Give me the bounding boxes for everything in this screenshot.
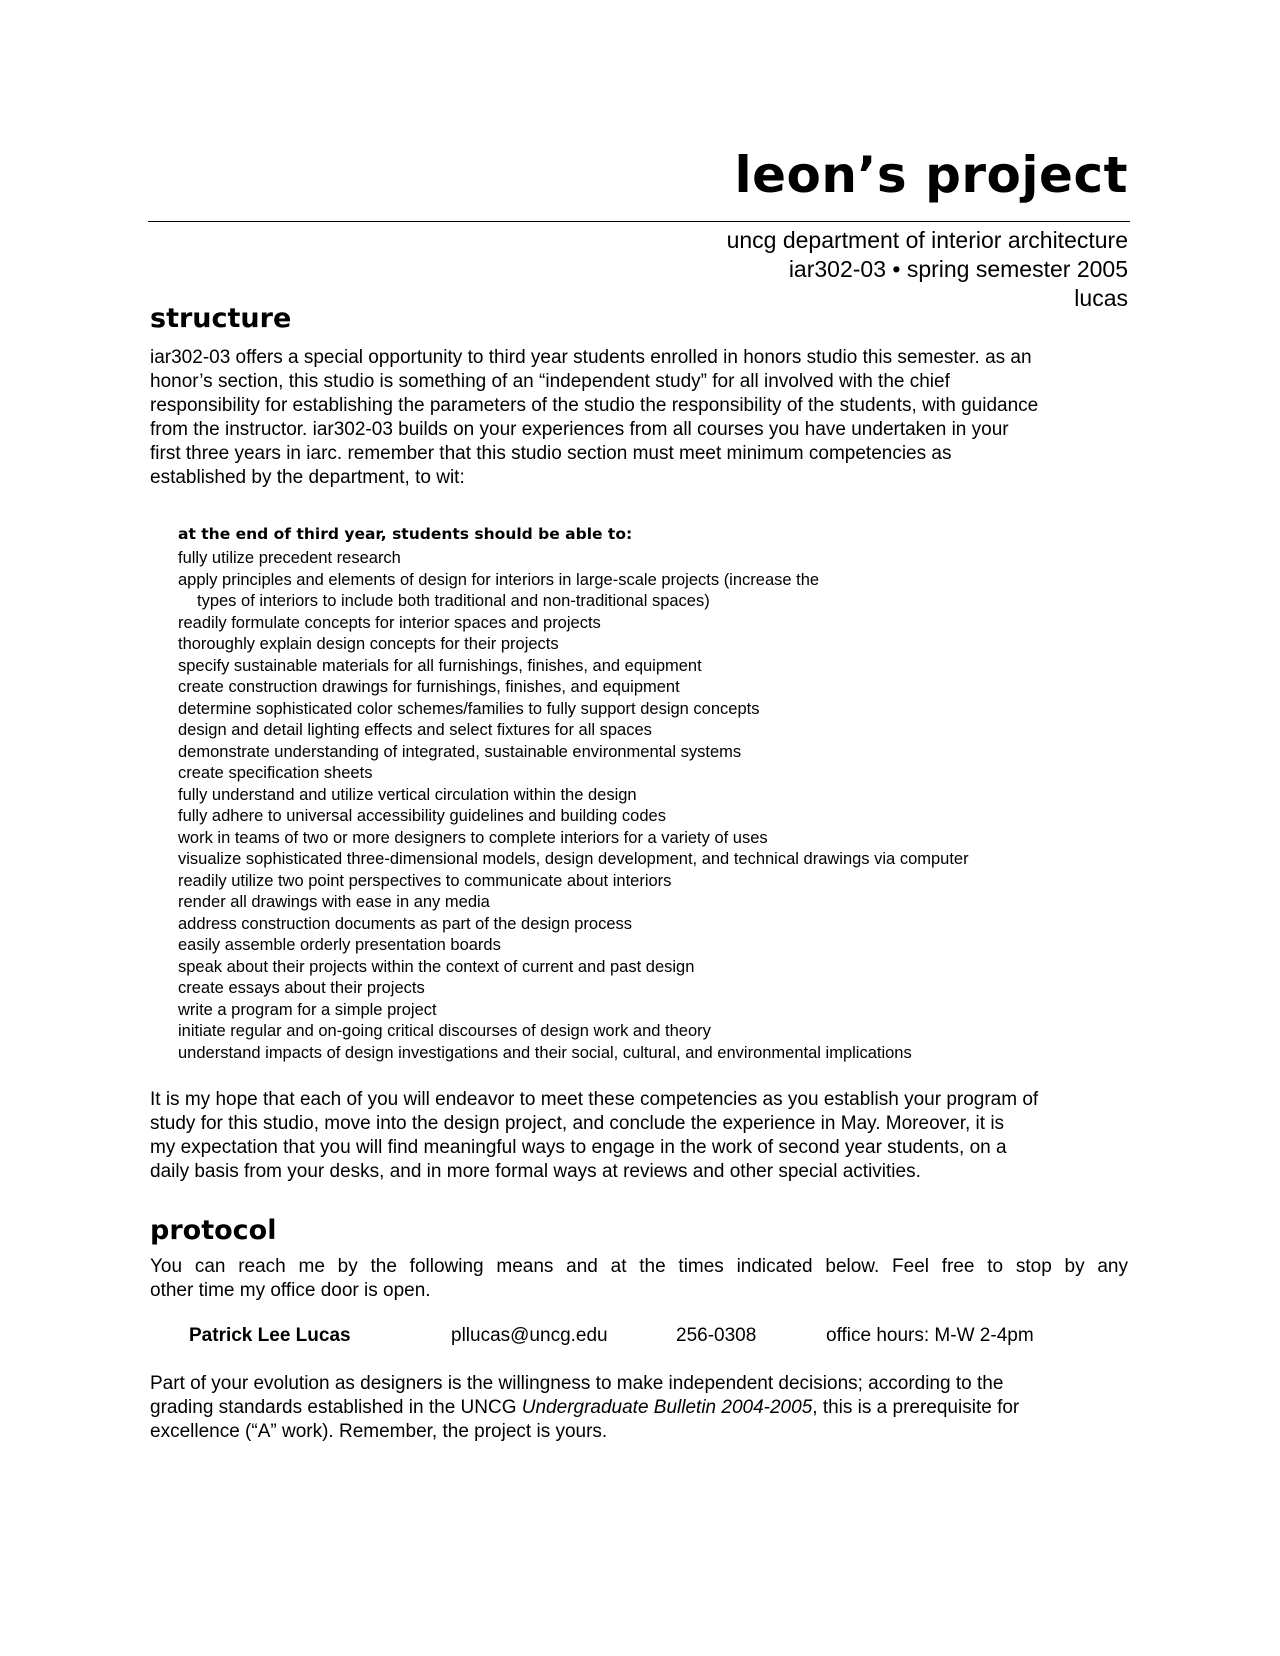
structure-paragraph-line: iar302-03 offers a special opportunity to third year students enrolled in honors studio this semester. as an bbox=[150, 347, 1032, 368]
structure-paragraph-line: established by the department, to wit: bbox=[150, 467, 465, 488]
competency-item: create specification sheets bbox=[178, 764, 373, 782]
competency-item: specify sustainable materials for all furnishings, finishes, and equipment bbox=[178, 656, 702, 675]
competency-item: write a program for a simple project bbox=[178, 1000, 437, 1019]
competency-item-continuation: types of interiors to include both traditional and non-traditional spaces) bbox=[197, 592, 710, 610]
bulletin-title: Undergraduate Bulletin 2004-2005 bbox=[521, 1397, 813, 1418]
course-department: uncg department of interior architecture bbox=[726, 227, 1128, 253]
competency-item: thoroughly explain design concepts for their projects bbox=[178, 635, 559, 653]
competency-item: fully understand and utilize vertical circulation within the design bbox=[178, 785, 637, 804]
hope-paragraph-line: daily basis from your desks, and in more formal ways at reviews and other special activities. bbox=[150, 1161, 921, 1182]
closing-paragraph bbox=[150, 1372, 1135, 1444]
structure-paragraph-line: honor’s section, this studio is something of an “independent study” for all involved with the chief bbox=[150, 371, 950, 392]
competencies-heading: at the end of third year, students should be able to: bbox=[178, 525, 633, 543]
closing-text-after: , this is a prerequisite for bbox=[812, 1397, 1020, 1418]
competency-item: initiate regular and on-going critical discourses of design work and theory bbox=[178, 1022, 711, 1040]
competency-item: determine sophisticated color schemes/families to fully support design concepts bbox=[178, 699, 760, 718]
competency-item: create essays about their projects bbox=[178, 979, 425, 997]
title-divider bbox=[148, 221, 1130, 222]
contact-phone: 256-0308 bbox=[676, 1325, 757, 1346]
structure-paragraph-line: first three years in iarc. remember that this studio section must meet minimum competencies as bbox=[150, 443, 952, 464]
contact-office-hours: office hours: M-W 2-4pm bbox=[826, 1325, 1034, 1346]
course-instructor: lucas bbox=[1074, 285, 1128, 311]
structure-heading: structure bbox=[150, 303, 292, 334]
competencies-block bbox=[178, 524, 1098, 1064]
competency-item: readily utilize two point perspectives to communicate about interiors bbox=[178, 871, 672, 890]
course-info bbox=[727, 226, 1128, 313]
structure-paragraph-line: responsibility for establishing the parameters of the studio the responsibility of the students, with guidance bbox=[150, 395, 1039, 416]
competency-item: address construction documents as part of the design process bbox=[178, 914, 632, 933]
competency-item: speak about their projects within the context of current and past design bbox=[178, 957, 695, 976]
hope-paragraph-line: It is my hope that each of you will endeavor to meet these competencies as you establish your program of bbox=[150, 1089, 1039, 1110]
competency-item: work in teams of two or more designers to complete interiors for a variety of uses bbox=[178, 828, 768, 847]
competency-item bbox=[178, 570, 1098, 613]
protocol-intro-paragraph bbox=[150, 1255, 1128, 1303]
competency-item: design and detail lighting effects and select fixtures for all spaces bbox=[178, 721, 652, 739]
contact-row bbox=[0, 1325, 1280, 1351]
structure-paragraph-line: from the instructor. iar302-03 builds on your experiences from all courses you have undertaken in your bbox=[150, 419, 1009, 440]
competency-item-text: apply principles and elements of design for interiors in large-scale projects (increase the bbox=[178, 570, 820, 589]
document-title: leon’s project bbox=[734, 146, 1128, 204]
competency-item: fully adhere to universal accessibility guidelines and building codes bbox=[178, 807, 666, 825]
competencies-list bbox=[178, 548, 1098, 1064]
competency-item: readily formulate concepts for interior spaces and projects bbox=[178, 613, 601, 632]
competency-item: create construction drawings for furnishings, finishes, and equipment bbox=[178, 678, 680, 696]
contact-email: pllucas@uncg.edu bbox=[451, 1325, 608, 1346]
protocol-intro-line: other time my office door is open. bbox=[150, 1280, 431, 1301]
closing-paragraph-line: excellence (“A” work). Remember, the project is yours. bbox=[150, 1421, 608, 1442]
contact-name: Patrick Lee Lucas bbox=[189, 1325, 351, 1346]
competency-item: render all drawings with ease in any media bbox=[178, 893, 490, 911]
competency-item: easily assemble orderly presentation boards bbox=[178, 936, 501, 954]
protocol-intro-line: You can reach me by the following means and at the times indicated below. Feel free to stop by any bbox=[150, 1256, 1128, 1277]
hope-paragraph bbox=[150, 1088, 1135, 1184]
competency-item: demonstrate understanding of integrated, sustainable environmental systems bbox=[178, 742, 742, 761]
closing-paragraph-line bbox=[150, 1396, 1135, 1420]
competency-item: understand impacts of design investigations and their social, cultural, and environmental implications bbox=[178, 1043, 912, 1062]
hope-paragraph-line: my expectation that you will find meaningful ways to engage in the work of second year students, on a bbox=[150, 1137, 1007, 1158]
protocol-heading: protocol bbox=[150, 1215, 277, 1246]
closing-text-before: grading standards established in the UNCG bbox=[150, 1397, 522, 1418]
hope-paragraph-line: study for this studio, move into the design project, and conclude the experience in May. Moreover, it is bbox=[150, 1113, 1005, 1134]
closing-paragraph-line: Part of your evolution as designers is the willingness to make independent decisions; according to the bbox=[150, 1373, 1004, 1394]
competency-item: visualize sophisticated three-dimensional models, design development, and technical drawings via computer bbox=[178, 850, 969, 868]
competency-item: fully utilize precedent research bbox=[178, 549, 401, 567]
structure-paragraph bbox=[150, 346, 1135, 490]
course-section: iar302-03 • spring semester 2005 bbox=[788, 256, 1128, 282]
